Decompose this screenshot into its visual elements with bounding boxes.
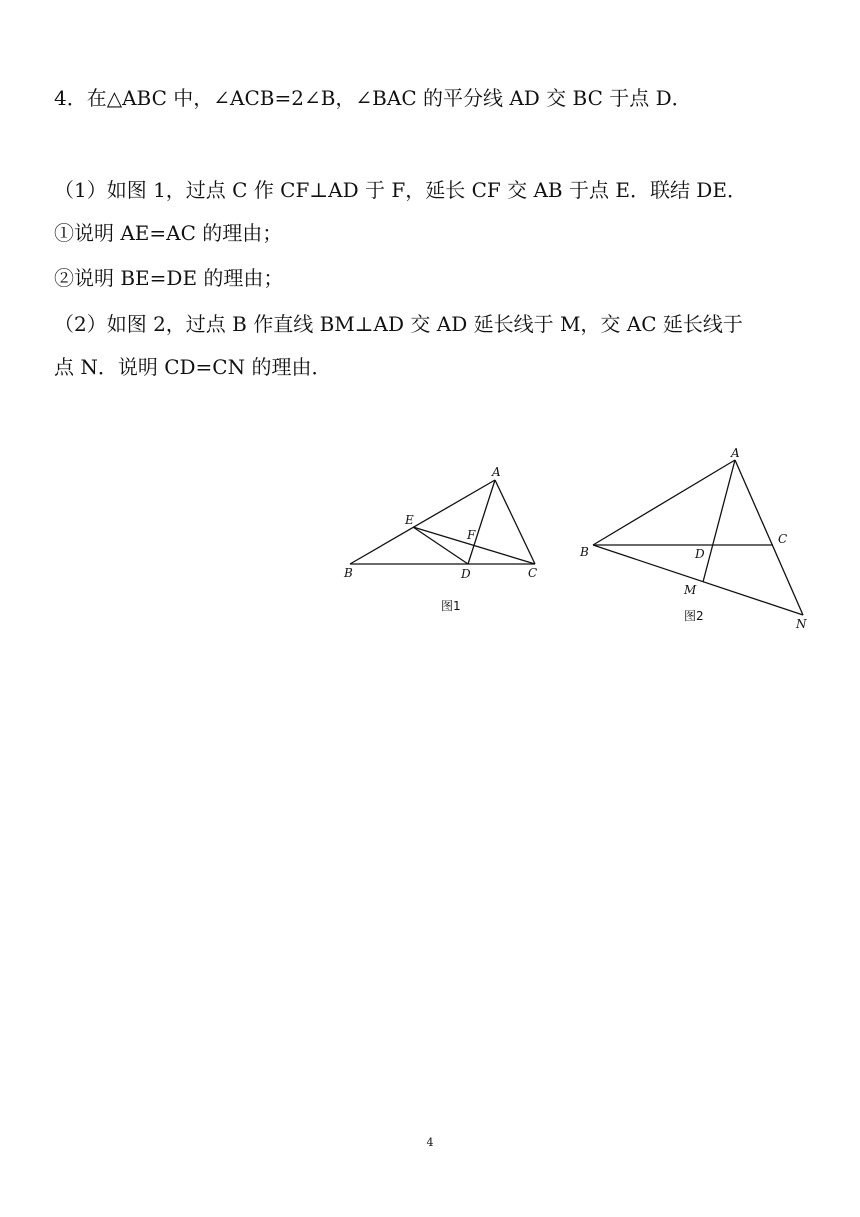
segment-ab (350, 480, 495, 564)
label-a: A (492, 465, 501, 479)
segment-ba (593, 460, 735, 545)
figure-2-caption: 图2 (684, 609, 704, 623)
segment-am (703, 460, 735, 582)
label-e: E (405, 513, 414, 527)
label-m: M (684, 583, 697, 597)
page-number: 4 (426, 1136, 434, 1149)
label-d: D (695, 547, 705, 561)
segment-ed (413, 527, 468, 564)
figure-1-diagram (335, 460, 555, 625)
label-c: C (778, 532, 788, 546)
segment-an (735, 460, 803, 615)
question-title: 4．在△ABC 中，∠ACB=2∠B，∠BAC 的平分线 AD 交 BC 于点 D． (54, 86, 692, 110)
figure-1-caption: 图1 (441, 599, 461, 613)
label-b: B (580, 545, 589, 559)
part2-statement-line1: （2）如图 2，过点 B 作直线 BM⊥AD 交 AD 延长线于 M，交 AC 延长线于 (54, 312, 743, 336)
label-n: N (796, 617, 807, 631)
label-f: F (467, 528, 476, 542)
label-b: B (344, 566, 353, 580)
label-c: C (528, 566, 538, 580)
part1-subquestion-2: ②说明 BE=DE 的理由； (54, 266, 284, 290)
part1-subquestion-1: ①说明 AE=AC 的理由； (54, 221, 283, 245)
segment-ac (495, 480, 535, 564)
figure-2 (575, 440, 825, 644)
figure-1 (335, 460, 555, 629)
figure-2-diagram (575, 440, 825, 640)
label-d: D (461, 567, 471, 581)
part2-statement-line2: 点 N．说明 CD=CN 的理由． (54, 355, 332, 379)
part1-statement: （1）如图 1，过点 C 作 CF⊥AD 于 F，延长 CF 交 AB 于点 E．联结 DE． (54, 178, 747, 202)
label-a: A (731, 446, 740, 460)
